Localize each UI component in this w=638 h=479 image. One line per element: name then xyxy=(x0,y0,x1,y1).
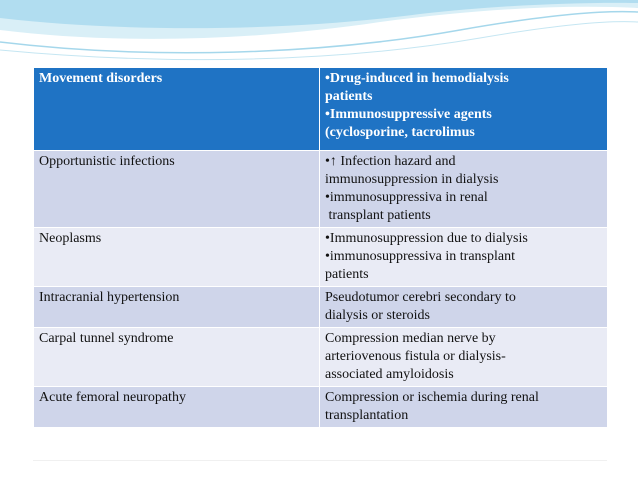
swoosh-wave-back xyxy=(0,0,638,39)
table-row xyxy=(34,328,608,387)
cell-text: Opportunistic infections xyxy=(39,154,175,169)
table-row xyxy=(34,151,608,228)
header-swoosh-decoration xyxy=(0,0,638,70)
table-cell-category xyxy=(34,387,320,428)
cell-line: •immunosuppressiva in renal xyxy=(325,190,488,205)
table-cell-cause xyxy=(320,68,608,151)
cell-line: patients xyxy=(325,267,369,282)
cell-line: associated amyloidosis xyxy=(325,367,454,382)
table-row xyxy=(34,228,608,287)
table-cell-cause xyxy=(320,228,608,287)
cell-line: •Immunosuppressive agents xyxy=(325,107,492,122)
table-cell-category xyxy=(34,68,320,151)
cell-line: •↑ Infection hazard and xyxy=(325,154,456,169)
table-header-row xyxy=(34,68,608,151)
cell-line: •immunosuppressiva in transplant xyxy=(325,249,515,264)
swoosh-line-1 xyxy=(0,12,638,53)
cell-text: Intracranial hypertension xyxy=(39,290,180,305)
cell-line: transplantation xyxy=(325,408,409,423)
table-cell-category xyxy=(34,287,320,328)
footer-divider xyxy=(33,460,607,461)
table-row xyxy=(34,387,608,428)
cell-line: •Immunosuppression due to dialysis xyxy=(325,231,528,246)
table-row xyxy=(34,287,608,328)
cell-line: Pseudotumor cerebri secondary to xyxy=(325,290,516,305)
cell-line: Compression or ischemia during renal xyxy=(325,390,539,405)
swoosh-line-2 xyxy=(0,22,638,60)
cell-text: Acute femoral neuropathy xyxy=(39,390,186,405)
cell-text: Neoplasms xyxy=(39,231,102,246)
table-cell-category xyxy=(34,328,320,387)
cell-line: arteriovenous fistula or dialysis- xyxy=(325,349,506,364)
cell-text: Carpal tunnel syndrome xyxy=(39,331,174,346)
cell-line: Compression median nerve by xyxy=(325,331,496,346)
cell-line: •Drug-induced in hemodialysis xyxy=(325,71,509,86)
table-cell-cause xyxy=(320,287,608,328)
cell-text: Movement disorders xyxy=(39,71,163,86)
table-cell-cause xyxy=(320,151,608,228)
cell-line: transplant patients xyxy=(325,208,431,223)
cell-line: immunosuppression in dialysis xyxy=(325,172,499,187)
cell-line: patients xyxy=(325,89,373,104)
complications-table xyxy=(33,67,608,428)
table-cell-category xyxy=(34,151,320,228)
cell-line: dialysis or steroids xyxy=(325,308,430,323)
cell-line: (cyclosporine, tacrolimus xyxy=(325,125,475,140)
table-cell-category xyxy=(34,228,320,287)
swoosh-wave-front xyxy=(0,0,638,28)
table-cell-cause xyxy=(320,387,608,428)
table-cell-cause xyxy=(320,328,608,387)
